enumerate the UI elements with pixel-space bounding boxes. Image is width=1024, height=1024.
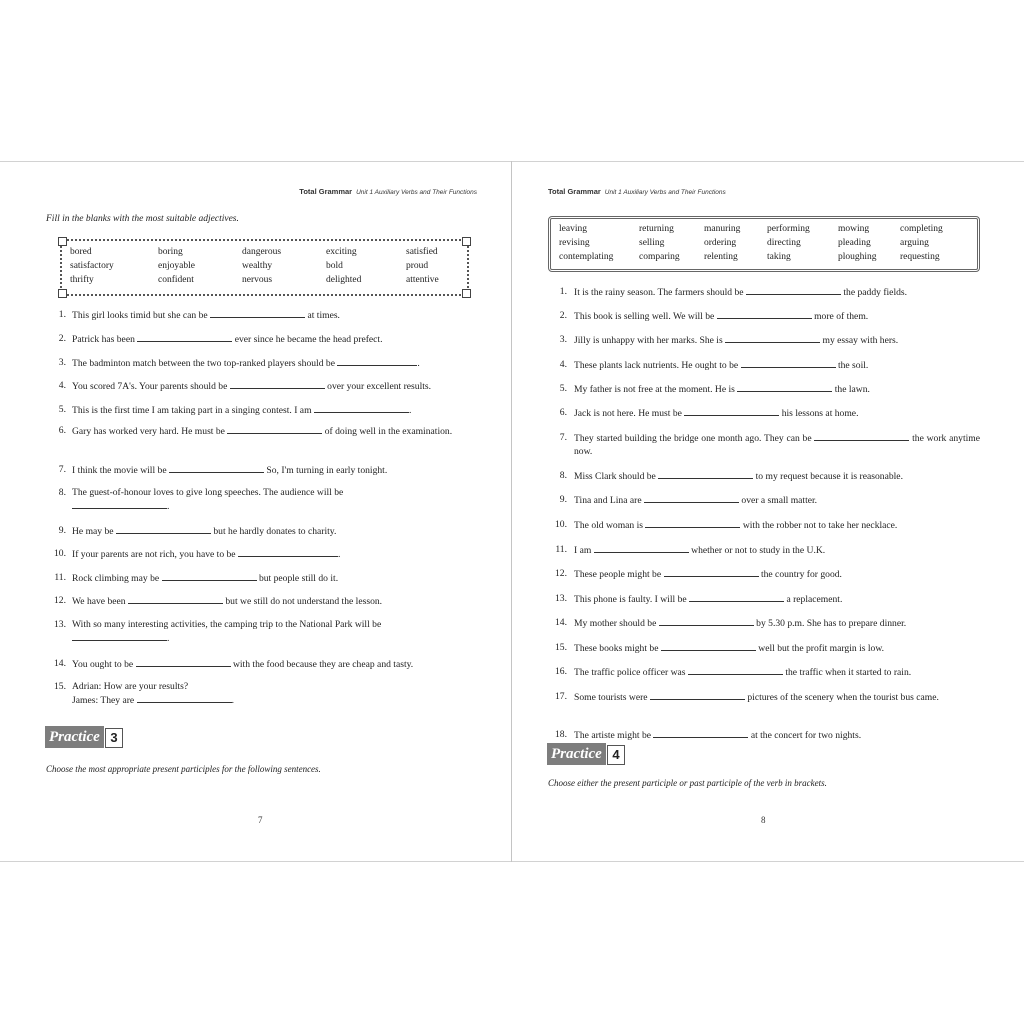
header-title: Total Grammar	[299, 187, 353, 196]
question-number: 2.	[58, 333, 66, 344]
question-number: 13.	[555, 593, 567, 604]
word-item: proud	[406, 261, 429, 271]
question-text-end: the lawn.	[834, 384, 870, 395]
question-text-end: by 5.30 p.m. She has to prepare dinner.	[756, 618, 907, 629]
question-number: 4.	[58, 380, 66, 391]
question-text: I think the movie will be	[72, 465, 167, 476]
question-text-end: with the robber not to take her necklace.	[742, 520, 898, 531]
word-item: leaving	[559, 224, 587, 234]
question-text: Some tourists were	[574, 692, 648, 703]
question-text-end: whether or not to study in the U.K.	[691, 545, 826, 556]
question-text: The artiste might be	[574, 730, 651, 741]
question-text: Gary has worked very hard. He must be	[72, 426, 225, 437]
practice-3-instruction: Choose the most appropriate present participles for the following sentences.	[46, 764, 321, 774]
answer-blank[interactable]	[594, 543, 689, 553]
answer-blank[interactable]	[684, 406, 779, 416]
word-list	[559, 222, 970, 264]
word-item: manuring	[704, 224, 741, 234]
question-text-end: his lessons at home.	[781, 408, 859, 419]
question-number: 6.	[58, 425, 66, 436]
question-number: 14.	[555, 617, 567, 628]
question-text: My mother should be	[574, 618, 657, 629]
right-page-header	[548, 187, 726, 196]
question-text: It is the rainy season. The farmers should be	[574, 287, 744, 298]
question-number: 13.	[54, 619, 66, 630]
answer-blank[interactable]	[650, 690, 745, 700]
word-item: thrifty	[70, 275, 94, 285]
word-item: directing	[767, 238, 801, 248]
answer-blank[interactable]	[688, 665, 783, 675]
question-text-cont: work anytime now.	[574, 433, 981, 457]
word-item: wealthy	[242, 261, 273, 271]
box-corner	[462, 289, 471, 298]
answer-blank[interactable]	[661, 641, 756, 651]
question-text: This phone is faulty. I will be	[574, 594, 687, 605]
answer-blank[interactable]	[238, 547, 338, 557]
word-item: enjoyable	[158, 261, 195, 271]
question-text-cont: came.	[916, 692, 939, 703]
question-text: This book is selling well. We will be	[574, 311, 715, 322]
answer-blank[interactable]	[314, 403, 409, 413]
question-number: 12.	[54, 595, 66, 606]
question-text-end: .	[167, 501, 170, 512]
word-item: pleading	[838, 238, 871, 248]
question-number: 3.	[58, 357, 66, 368]
question-text: Jilly is unhappy with her marks. She is	[574, 335, 723, 346]
question-text-end: .	[231, 695, 234, 706]
question-text: You scored 7A's. Your parents should be	[72, 381, 228, 392]
question-text: Tina and Lina are	[574, 495, 642, 506]
question-number: 15.	[555, 642, 567, 653]
page-number: 8	[761, 815, 766, 825]
question-number: 15.	[54, 681, 66, 692]
answer-blank[interactable]	[746, 285, 841, 295]
question-number: 4.	[559, 359, 567, 370]
box-corner	[58, 289, 67, 298]
word-item: ordering	[704, 238, 737, 248]
question-number: 2.	[559, 310, 567, 321]
question-text-end: the traffic when it started to rain.	[785, 667, 912, 678]
answer-blank[interactable]	[653, 728, 748, 738]
word-item: exciting	[326, 247, 357, 257]
word-item: contemplating	[559, 252, 614, 262]
question-text: The badminton match between the two top-ranked players should be	[72, 358, 335, 369]
question-number: 5.	[58, 404, 66, 415]
question-text: He may be	[72, 526, 114, 537]
question-text-end: well but the profit margin is low.	[758, 643, 885, 654]
answer-blank[interactable]	[658, 469, 753, 479]
question-text-end: the paddy fields.	[843, 287, 908, 298]
question-text: My father is not free at the moment. He is	[574, 384, 735, 395]
answer-blank[interactable]	[72, 499, 167, 509]
answer-blank[interactable]	[116, 524, 211, 534]
word-item: nervous	[242, 275, 273, 285]
question-text: With so many interesting activities, the camping trip to the National Park will be	[72, 619, 382, 630]
question-number: 8.	[58, 487, 66, 498]
question-text: You ought to be	[72, 659, 134, 670]
question-text-end: my essay with hers.	[822, 335, 899, 346]
answer-blank[interactable]	[72, 631, 167, 641]
question-text: This girl looks timid but she can be	[72, 310, 208, 321]
question-text: Jack is not here. He must be	[574, 408, 682, 419]
word-item: completing	[900, 224, 943, 234]
question-text: These people might be	[574, 569, 662, 580]
question-text: These books might be	[574, 643, 659, 654]
question-text-end: but we still do not understand the lesson.	[225, 596, 383, 607]
word-item: revising	[559, 238, 590, 248]
word-item: requesting	[900, 252, 940, 262]
question-text: Rock climbing may be	[72, 573, 160, 584]
question-text: They started building the bridge one month ago. They can be	[574, 433, 812, 444]
question-number: 6.	[559, 407, 567, 418]
question-text-end: the country for good.	[760, 569, 842, 580]
header-subtitle: Unit 1 Auxiliary Verbs and Their Functions	[356, 189, 477, 196]
answer-blank[interactable]	[230, 379, 325, 389]
word-item: bold	[326, 261, 343, 271]
answer-blank[interactable]	[136, 657, 231, 667]
dialogue-reply: James: They are	[72, 695, 135, 706]
question-text: These plants lack nutrients. He ought to be	[574, 360, 739, 371]
answer-blank[interactable]	[162, 571, 257, 581]
question-text-end: over a small matter.	[741, 495, 818, 506]
question-text: The traffic police officer was	[574, 667, 686, 678]
question-text-cont: examination.	[402, 426, 453, 437]
answer-blank[interactable]	[169, 463, 264, 473]
page-number: 7	[258, 815, 263, 825]
word-item: mowing	[838, 224, 870, 234]
header-title: Total Grammar	[548, 187, 601, 196]
word-item: satisfied	[406, 247, 438, 257]
question-number: 10.	[555, 519, 567, 530]
answer-blank[interactable]	[227, 424, 322, 434]
question-text-end: .	[167, 633, 170, 644]
question-text-end: So, I'm turning in early tonight.	[266, 465, 388, 476]
question-number: 5.	[559, 383, 567, 394]
word-item: boring	[158, 247, 183, 257]
practice-label: Practice	[45, 726, 104, 748]
question-text-end: the	[912, 433, 924, 444]
header-subtitle: Unit 1 Auxiliary Verbs and Their Functions	[604, 189, 726, 196]
question-text-end: at the concert for two nights.	[750, 730, 862, 741]
practice-number: 4	[607, 745, 625, 765]
question-number: 3.	[559, 334, 567, 345]
left-page	[0, 161, 511, 862]
question-number: 16.	[555, 666, 567, 677]
answer-blank[interactable]	[725, 333, 820, 343]
question-number: 7.	[559, 432, 567, 443]
right-page	[512, 161, 1024, 862]
question-number: 9.	[58, 525, 66, 536]
practice-number: 3	[105, 728, 123, 748]
left-page-header	[299, 187, 477, 196]
question-text-end: at times.	[307, 310, 340, 321]
question-text: The guest-of-honour loves to give long speeches. The audience will be	[72, 487, 344, 498]
question-text: The old woman is	[574, 520, 644, 531]
word-item: bored	[70, 247, 92, 257]
question-number: 1.	[559, 286, 567, 297]
question-text: Miss Clark should be	[574, 471, 656, 482]
answer-blank[interactable]	[717, 309, 812, 319]
question-number: 8.	[559, 470, 567, 481]
question-number: 7.	[58, 464, 66, 475]
question-text-end: the soil.	[837, 360, 869, 371]
answer-blank[interactable]	[128, 594, 223, 604]
practice-4-instruction: Choose either the present participle or past participle of the verb in brackets.	[548, 778, 827, 788]
question-text-end: more of them.	[814, 311, 869, 322]
question-text-end: to my request because it is reasonable.	[755, 471, 903, 482]
question-text: This is the first time I am taking part in a singing contest. I am	[72, 405, 312, 416]
word-item: selling	[639, 238, 665, 248]
question-text-end: .	[417, 358, 420, 369]
answer-blank[interactable]	[337, 356, 417, 366]
practice-label: Practice	[547, 743, 606, 765]
question-text-end: but he hardly donates to charity.	[213, 526, 337, 537]
question-number: 18.	[555, 729, 567, 740]
word-item: attentive	[406, 275, 439, 285]
word-item: arguing	[900, 238, 929, 248]
question-text-end: pictures of the scenery when the tourist bus	[747, 692, 914, 703]
answer-blank[interactable]	[664, 567, 759, 577]
word-item: performing	[767, 224, 810, 234]
question-text-end: .	[408, 405, 412, 416]
question-text: Adrian: How are your results?	[72, 681, 189, 692]
box-corner	[58, 237, 67, 246]
answer-blank[interactable]	[659, 616, 754, 626]
word-list	[70, 245, 476, 287]
question-number: 14.	[54, 658, 66, 669]
answer-blank[interactable]	[644, 493, 739, 503]
word-item: relenting	[704, 252, 738, 262]
question-text-end: .	[337, 549, 341, 560]
question-text-end: a replacement.	[786, 594, 843, 605]
answer-blank[interactable]	[814, 431, 909, 441]
question-number: 11.	[555, 544, 567, 555]
question-number: 1.	[58, 309, 66, 320]
question-text-end: but people still do it.	[258, 573, 339, 584]
answer-blank[interactable]	[210, 308, 305, 318]
question-text-end: with the food because they are cheap and tasty.	[232, 659, 414, 670]
question-text-end: of doing well in the	[324, 426, 400, 437]
answer-blank[interactable]	[137, 332, 232, 342]
word-item: confident	[158, 275, 194, 285]
question-text-end: over your excellent results.	[327, 381, 432, 392]
word-item: dangerous	[242, 247, 282, 257]
answer-blank[interactable]	[137, 693, 232, 703]
word-item: satisfactory	[70, 261, 114, 271]
exercise-instruction: Fill in the blanks with the most suitable adjectives.	[46, 214, 239, 224]
question-text: If your parents are not rich, you have to be	[72, 549, 236, 560]
participle-word-box	[548, 216, 980, 272]
answer-blank[interactable]	[689, 592, 784, 602]
question-number: 12.	[555, 568, 567, 579]
book-spread	[0, 161, 1024, 862]
answer-blank[interactable]	[737, 382, 832, 392]
answer-blank[interactable]	[741, 358, 836, 368]
word-item: returning	[639, 224, 674, 234]
question-text-end: ever since he became the head prefect.	[234, 334, 383, 345]
question-text: Patrick has been	[72, 334, 135, 345]
answer-blank[interactable]	[645, 518, 740, 528]
question-number: 17.	[555, 691, 567, 702]
question-number: 10.	[54, 548, 66, 559]
word-item: comparing	[639, 252, 680, 262]
question-text: We have been	[72, 596, 126, 607]
word-item: delighted	[326, 275, 362, 285]
word-item: taking	[767, 252, 791, 262]
question-number: 11.	[54, 572, 66, 583]
question-text: I am	[574, 545, 592, 556]
adjective-word-box	[60, 239, 469, 296]
word-item: ploughing	[838, 252, 877, 262]
question-number: 9.	[559, 494, 567, 505]
